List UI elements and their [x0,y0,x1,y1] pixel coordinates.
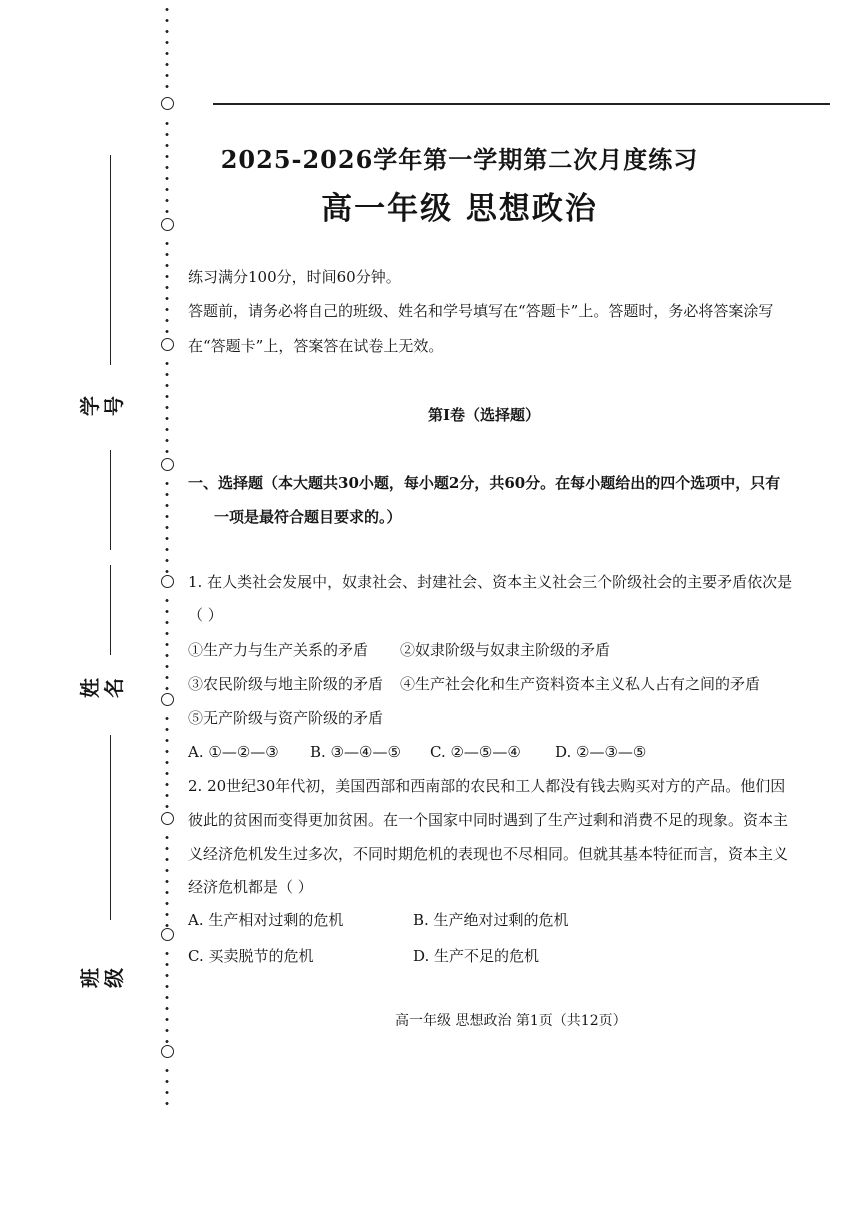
name-label: 姓名 [78,678,126,698]
question-item: ④生产社会化和生产资料资本主义私人占有之间的矛盾 [400,675,761,693]
part-title: 一项是最符合题目要求的。） [214,508,402,526]
binding-dots [165,238,169,333]
question-stem: 2. 20世纪30年代初，美国西部和西南部的农民和工人都没有钱去购买对方的产品。他们因 [188,777,786,795]
binding-circle [161,1045,174,1058]
question-item: ⑤无产阶级与资产阶级的矛盾 [188,709,384,727]
binding-circle [161,458,174,471]
answer-option: B. 生产绝对过剩的危机 [413,911,569,929]
instruction-line: 答题前，请务必将自己的班级、姓名和学号填写在“答题卡”上。答题时，务必将答案涂写 [188,302,774,320]
question-item: ③农民阶级与地主阶级的矛盾 [188,675,384,693]
question-stem: 经济危机都是（ ） [188,878,313,896]
name-line-top [110,565,111,655]
binding-dots [165,1065,169,1105]
binding-dots [165,948,169,1043]
binding-dots [165,832,169,927]
answer-option: C. ②—⑤—④ [430,743,521,761]
question-item: ①生产力与生产关系的矛盾 [188,641,369,659]
binding-dots [165,595,169,690]
binding-dots [165,713,169,808]
question-item: ②奴隶阶级与奴隶主阶级的矛盾 [400,641,611,659]
binding-circle [161,97,174,110]
answer-option: C. 买卖脱节的危机 [188,947,314,965]
answer-option: A. 生产相对过剩的危机 [188,911,344,929]
question-stem: 1. 在人类社会发展中，奴隶社会、封建社会、资本主义社会三个阶级社会的主要矛盾依次是 [188,573,793,591]
header-rule [213,103,830,105]
volume-title: 第Ⅰ卷（选择题） [428,406,541,424]
binding-circle [161,693,174,706]
part-title: 一、选择题（本大题共30小题，每小题2分，共60分。在每小题给出的四个选项中，只有 [188,474,781,492]
student-id-label: 学号 [78,396,126,416]
binding-circle [161,928,174,941]
answer-option: D. 生产不足的危机 [413,947,540,965]
binding-dots [165,358,169,453]
binding-circle [161,575,174,588]
question-stem: 彼此的贫困而变得更加贫困。在一个国家中同时遇到了生产过剩和消费不足的现象。资本主 [188,811,789,829]
page-footer: 高一年级 思想政治 第1页（共12页） [395,1013,627,1029]
exam-title: 2025-2026学年第一学期第二次月度练习 [220,145,699,174]
answer-option: B. ③—④—⑤ [310,743,401,761]
instruction-line: 在“答题卡”上，答案答在试卷上无效。 [188,337,444,355]
question-stem: 义经济危机发生过多次，不同时期危机的表现也不尽相同。但就其基本特征而言，资本主义 [188,845,789,863]
answer-option: A. ①—②—③ [188,743,279,761]
binding-dots [165,478,169,573]
binding-dots [165,4,169,94]
binding-circle [161,812,174,825]
name-line-bottom [110,735,111,920]
binding-circle [161,338,174,351]
class-label: 班级 [78,968,126,988]
question-stem: （ ） [188,606,223,624]
answer-option: D. ②—③—⑤ [555,743,647,761]
exam-subject: 高一年级 思想政治 [321,191,598,227]
instruction-line: 练习满分100分，时间60分钟。 [188,268,401,286]
student-id-line-bottom [110,450,111,550]
